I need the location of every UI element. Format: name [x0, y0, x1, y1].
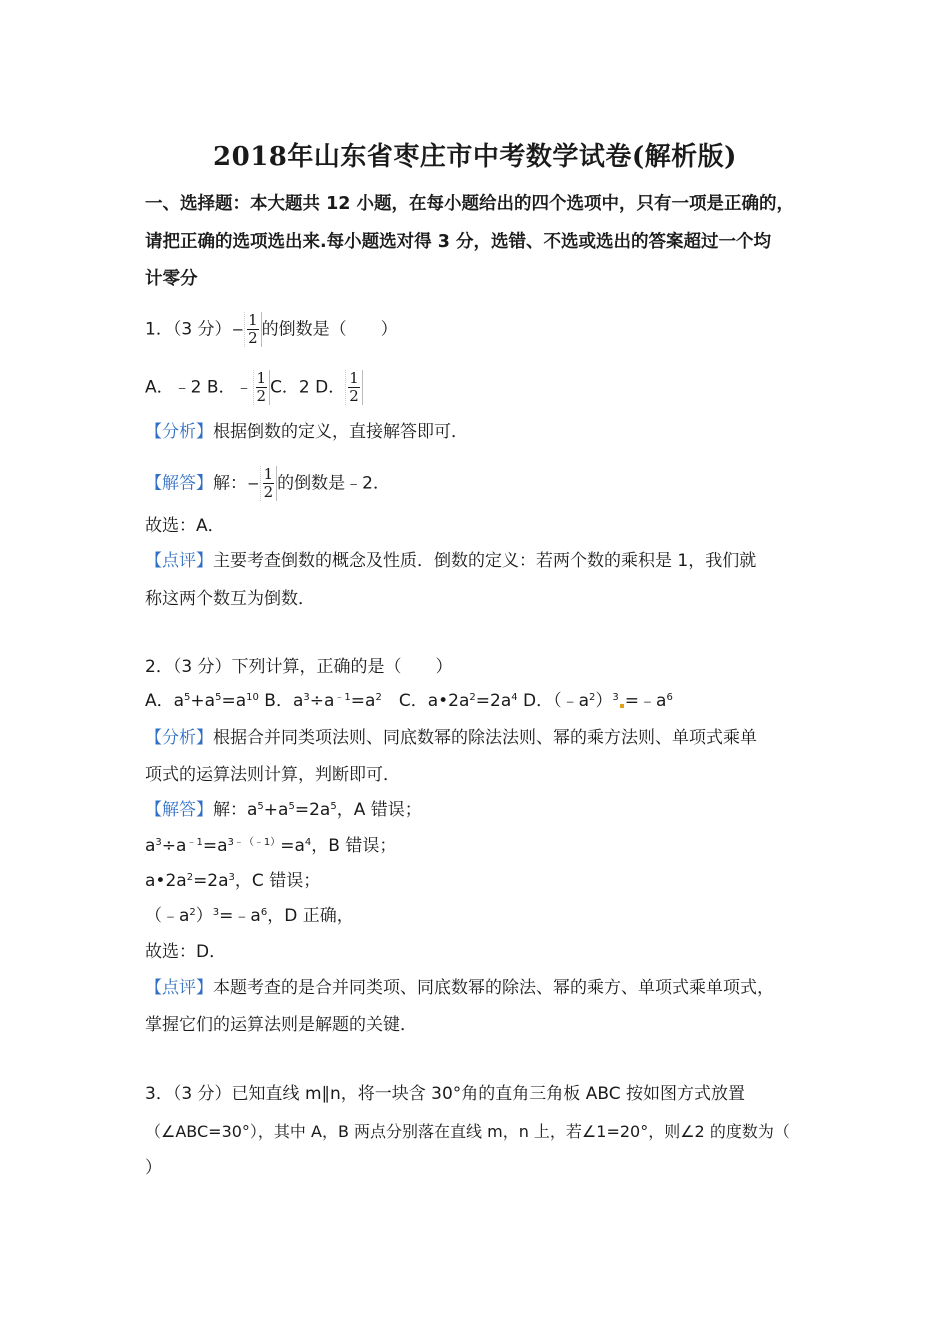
minus-sign: −: [247, 474, 260, 493]
q2-choice: 故选：D．: [145, 942, 227, 962]
review-tag: 【点评】: [145, 551, 213, 571]
answer-tag: 【解答】: [145, 800, 213, 820]
q2-review-2: 掌握它们的运算法则是解题的关键．: [145, 1015, 417, 1035]
q1-review-2: 称这两个数互为倒数．: [145, 589, 315, 609]
answer-tag: 【解答】: [145, 473, 213, 494]
section-heading-line-3: 计零分: [145, 269, 198, 289]
q2-answer-b: $a^3\div a^{﹣1}=a^{3﹣(﹣1)}=a^4$，B 错误；: [145, 836, 397, 856]
q1-review-1: 【点评】主要考查倒数的概念及性质．倒数的定义：若两个数的乘积是 1，我们就: [145, 551, 757, 571]
q2-review-1: 【点评】本题考查的是合并同类项、同底数幂的除法、幂的乘方、单项式乘单项式，: [145, 978, 774, 998]
q2-analysis-2: 项式的运算法则计算，判断即可．: [145, 765, 400, 785]
q2-answer-c: $a•2a^2=2a^3$，C 错误；: [145, 871, 321, 891]
section-heading-line-1: 一、选择题：本大题共 12 小题，在每小题给出的四个选项中，只有一项是正确的，: [145, 194, 795, 214]
fraction-one-half: $\frac{1}{2}$: [253, 370, 271, 405]
q2-options: A．$a^5+a^5=a^{10}$ B．$a^3\div a^{﹣1}=a^2$ C．$a•2a^2=2a^4$ D．$(﹣a^2)^3$ $=﹣a^6$: [145, 691, 673, 711]
q2-analysis-1: 【分析】根据合并同类项法则、同底数幂的除法法则、幂的乘方法则、单项式乘单: [145, 728, 757, 748]
analysis-tag: 【分析】: [145, 728, 213, 748]
minus-sign: −: [231, 320, 245, 339]
marker-dot: [620, 704, 624, 708]
q1-stem: 1．（3 分）− $\frac{1}{2}$ 的倒数是（ ）: [145, 311, 398, 347]
fraction-one-half: $\frac{1}{2}$: [244, 312, 262, 347]
review-tag: 【点评】: [145, 978, 213, 998]
q2-answer-d: $(﹣a^2)^3=﹣a^6$，D 正确，: [145, 906, 354, 926]
q2-answer-a: 【解答】解：$a^5+a^5=2a^5$，A 错误；: [145, 800, 422, 820]
q3-stem-1: 3．（3 分）已知直线 m∥n，将一块含 30°角的直角三角板 ABC 按如图方式放置: [145, 1084, 745, 1104]
q3-stem-3: ）: [145, 1158, 162, 1178]
section-heading-line-2: 请把正确的选项选出来.每小题选对得 3 分，选错、不选或选出的答案超过一个均: [145, 232, 772, 252]
q1-answer: 【解答】解：− $\frac{1}{2}$ 的倒数是﹣2．: [145, 465, 390, 501]
q1-options: A．﹣2 B．﹣ $\frac{1}{2}$ C．2 D． $\frac{1}{2}$: [145, 370, 363, 405]
q2-stem: 2．（3 分）下列计算，正确的是（ ）: [145, 657, 453, 677]
q3-stem-2: （∠ABC=30°），其中 A，B 两点分别落在直线 m，n 上，若∠1=20°，则∠2 的度数为（: [145, 1122, 790, 1141]
analysis-tag: 【分析】: [145, 422, 213, 442]
fraction-one-half: $\frac{1}{2}$: [345, 370, 363, 405]
q1-choice: 故选：A．: [145, 516, 225, 536]
fraction-one-half: $\frac{1}{2}$: [260, 466, 278, 501]
q1-analysis: 【分析】根据倒数的定义，直接解答即可．: [145, 422, 468, 442]
page-title: 2018年山东省枣庄市中考数学试卷(解析版): [213, 142, 737, 172]
